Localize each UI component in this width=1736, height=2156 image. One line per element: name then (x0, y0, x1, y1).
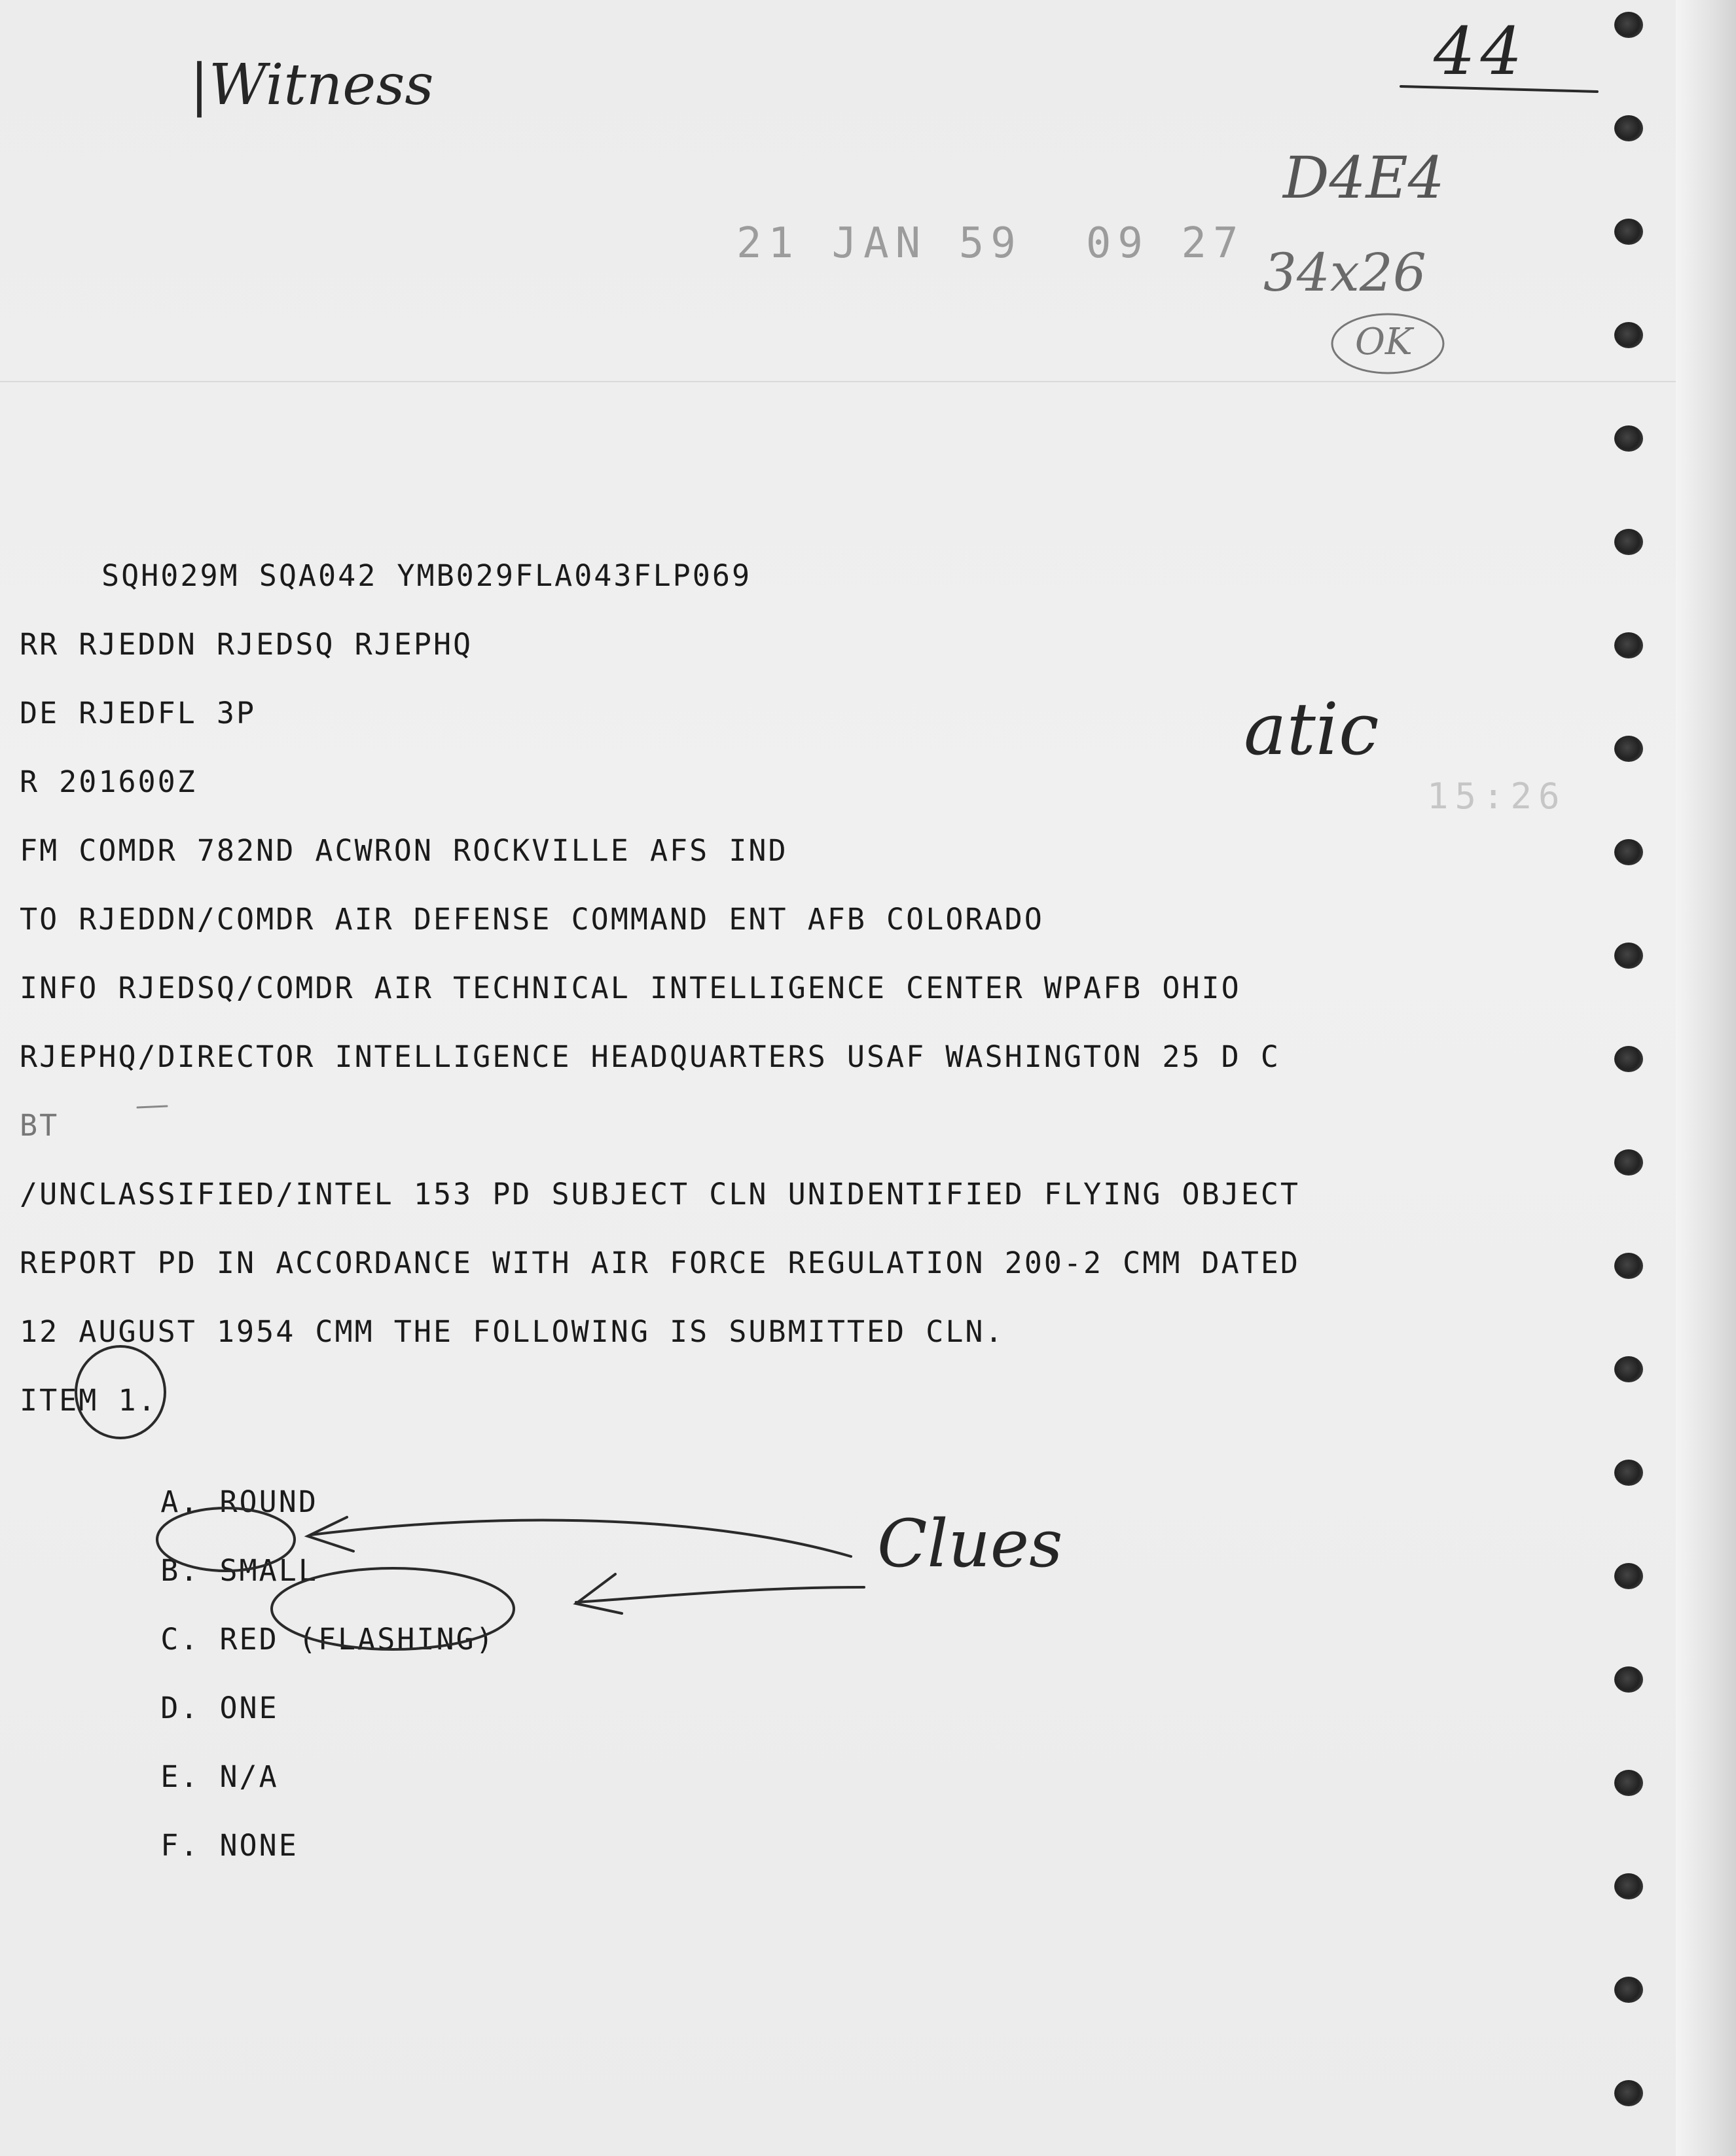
item-heading: ITEM 1. (20, 1383, 158, 1418)
handwritten-initials: OK (1355, 321, 1413, 363)
to-line: TO RJEDDN/COMDR AIR DEFENSE COMMAND ENT AFB COLORADO (20, 902, 1044, 937)
item-letter: E. (160, 1759, 200, 1794)
handwritten-margin-code-2: 34x26 (1263, 242, 1426, 303)
received-time-stamp: 21 JAN 59 09 27 (736, 219, 1245, 268)
arrow-head-small (308, 1517, 353, 1551)
tractor-feed-strip (1676, 0, 1736, 2156)
item-text: SMALL (219, 1553, 318, 1588)
handwritten-margin-code: D4E4 (1283, 144, 1445, 211)
from-line: FM COMDR 782ND ACWRON ROCKVILLE AFS IND (20, 833, 788, 868)
routing-line: SQH029M SQA042 YMB029FLA043FLP069 (101, 558, 752, 593)
body-line-2: REPORT PD IN ACCORDANCE WITH AIR FORCE REGULATION 200-2 CMM DATED (20, 1246, 1300, 1280)
from-station-line: DE RJEDFL 3P (20, 696, 257, 730)
handwritten-atic-note: atic (1244, 687, 1379, 771)
item-text: N/A (219, 1759, 279, 1794)
handwritten-witness-note: |Witness (190, 52, 434, 118)
item-letter: B. (160, 1553, 200, 1588)
item-number-circle (76, 1346, 165, 1438)
date-time-group-line: R 201600Z (20, 764, 197, 799)
arrow-to-small (311, 1520, 851, 1556)
precedence-line: RR RJEDDN RJEDSQ RJEPHQ (20, 627, 473, 662)
handwritten-clues-note: Clues (877, 1505, 1063, 1582)
arrow-to-flashing (576, 1587, 864, 1602)
break-line: BT (20, 1108, 60, 1143)
item-text: ONE (219, 1691, 279, 1725)
info-line: INFO RJEDSQ/COMDR AIR TECHNICAL INTELLIGENCE CENTER WPAFB OHIO (20, 971, 1241, 1005)
item-letter: D. (160, 1691, 200, 1725)
item-text: ROUND (219, 1484, 318, 1519)
faint-time-stamp: 15:26 (1427, 776, 1566, 817)
handwritten-page-number: 44 (1434, 13, 1528, 90)
flashing-circle (272, 1568, 514, 1649)
item-letter: F. (160, 1828, 200, 1863)
item-text: RED (FLASHING) (219, 1622, 496, 1657)
small-circle (157, 1508, 295, 1571)
info-line-2: RJEPHQ/DIRECTOR INTELLIGENCE HEADQUARTERS USAF WASHINGTON 25 D C (20, 1039, 1280, 1074)
arrow-head-flashing (576, 1574, 622, 1613)
page-number-underline (1401, 86, 1597, 92)
item-text: NONE (219, 1828, 298, 1863)
bt-mark (137, 1106, 167, 1107)
item-letter: A. (160, 1484, 200, 1519)
item-letter: C. (160, 1622, 200, 1657)
body-line-3: 12 AUGUST 1954 CMM THE FOLLOWING IS SUBMITTED CLN. (20, 1314, 1005, 1349)
body-line-1: /UNCLASSIFIED/INTEL 153 PD SUBJECT CLN UNIDENTIFIED FLYING OBJECT (20, 1177, 1300, 1212)
margin-initials-circle (1332, 314, 1443, 373)
